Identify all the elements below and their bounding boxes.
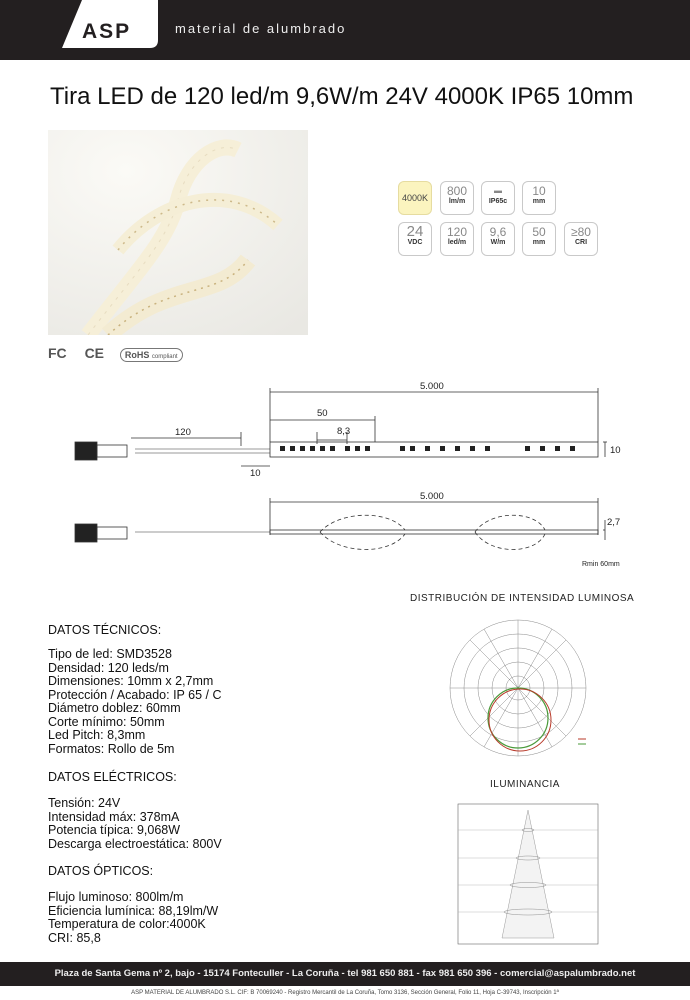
- polar-chart: [430, 606, 610, 766]
- length-label-top: 5.000: [420, 381, 444, 392]
- logo: ASP: [82, 20, 132, 43]
- optical-data-heading: DATOS ÓPTICOS:: [48, 864, 154, 878]
- spec-line: CRI: 85,8: [48, 930, 101, 945]
- illuminance-chart: [452, 800, 600, 948]
- page-title: Tira LED de 120 led/m 9,6W/m 24V 4000K IP65 10mm: [50, 83, 634, 110]
- footer-legal: ASP MATERIAL DE ALUMBRADO S.L. CIF: B 70069240 - Registro Mercantil de La Coruña, Tomo 3136, Sección General, Folio 11, Hoja C-39743, Inscripción 1ª: [131, 990, 559, 996]
- power-icon: 9,6 W/m: [481, 222, 515, 256]
- tech-data-heading: DATOS TÉCNICOS:: [48, 623, 162, 637]
- cri-icon: ≥80 CRI: [564, 222, 598, 256]
- fcc-logo: FC: [48, 345, 67, 361]
- segment-label: 50: [317, 408, 328, 419]
- ce-logo: CE: [84, 345, 105, 361]
- technical-drawing: [55, 380, 635, 575]
- voltage-icon: 24 VDC: [398, 222, 432, 256]
- cut-length-icon: 50 mm: [522, 222, 556, 256]
- product-photo: [48, 130, 308, 335]
- spec-line: Dimensiones: 10mm x 2,7mm: [48, 674, 214, 688]
- certifications: [48, 345, 183, 361]
- cct-icon: 4000K: [398, 181, 432, 215]
- spec-line: Formatos: Rollo de 5m: [48, 741, 175, 756]
- ip-rating-icon: ▬ IP65c: [481, 181, 515, 215]
- spec-line: Potencia típica: 9,068W: [48, 823, 181, 837]
- rohs-logo: RoHS compliant: [120, 348, 183, 362]
- thickness-label: 2,7: [607, 517, 621, 528]
- illuminance-chart-title: ILUMINANCIA: [490, 779, 560, 790]
- rmin-label: Rmin 60mm: [582, 561, 620, 568]
- header-bar: [0, 0, 690, 60]
- spec-line: Flujo luminoso: 800lm/m: [48, 890, 184, 904]
- electrical-data-heading: DATOS ELÉCTRICOS:: [48, 770, 177, 784]
- polar-chart-title: DISTRIBUCIÓN DE INTENSIDAD LUMINOSA: [410, 593, 635, 604]
- cable-length-label: 120: [175, 427, 191, 438]
- led-density-icon: 120 led/m: [440, 222, 474, 256]
- tagline: material de alumbrado: [175, 21, 347, 36]
- spec-line: Diámetro doblez: 60mm: [48, 701, 181, 715]
- length-label-bottom: 5.000: [420, 491, 444, 502]
- spec-line: Tipo de led: SMD3528: [48, 647, 172, 661]
- spec-line: Eficiencia lumínica: 88,19lm/W: [48, 903, 219, 918]
- spec-line: Protección / Acabado: IP 65 / C: [48, 687, 222, 702]
- height-label: 10: [610, 445, 621, 456]
- spec-line: Corte mínimo: 50mm: [48, 714, 165, 729]
- spec-line: Descarga electroestática: 800V: [48, 836, 222, 851]
- lead-label: 10: [250, 468, 261, 479]
- spec-line: Tensión: 24V: [48, 796, 121, 810]
- tech-data-list: [48, 648, 222, 756]
- spec-line: Intensidad máx: 378mA: [48, 809, 180, 824]
- optical-data-list: [48, 891, 218, 945]
- footer-address: Plaza de Santa Gema nº 2, bajo - 15174 Fonteculler - La Coruña - tel 981 650 881 - fax 981 650 396 - comercial@aspalumbrado.net: [0, 962, 690, 986]
- width-icon: 10 mm: [522, 181, 556, 215]
- spec-line: Densidad: 120 leds/m: [48, 660, 169, 675]
- pitch-label: 8,3: [337, 426, 351, 437]
- spec-line: Led Pitch: 8,3mm: [48, 728, 146, 742]
- lumen-icon: 800 lm/m: [440, 181, 474, 215]
- electrical-data-list: [48, 797, 222, 851]
- spec-line: Temperatura de color:4000K: [48, 917, 206, 931]
